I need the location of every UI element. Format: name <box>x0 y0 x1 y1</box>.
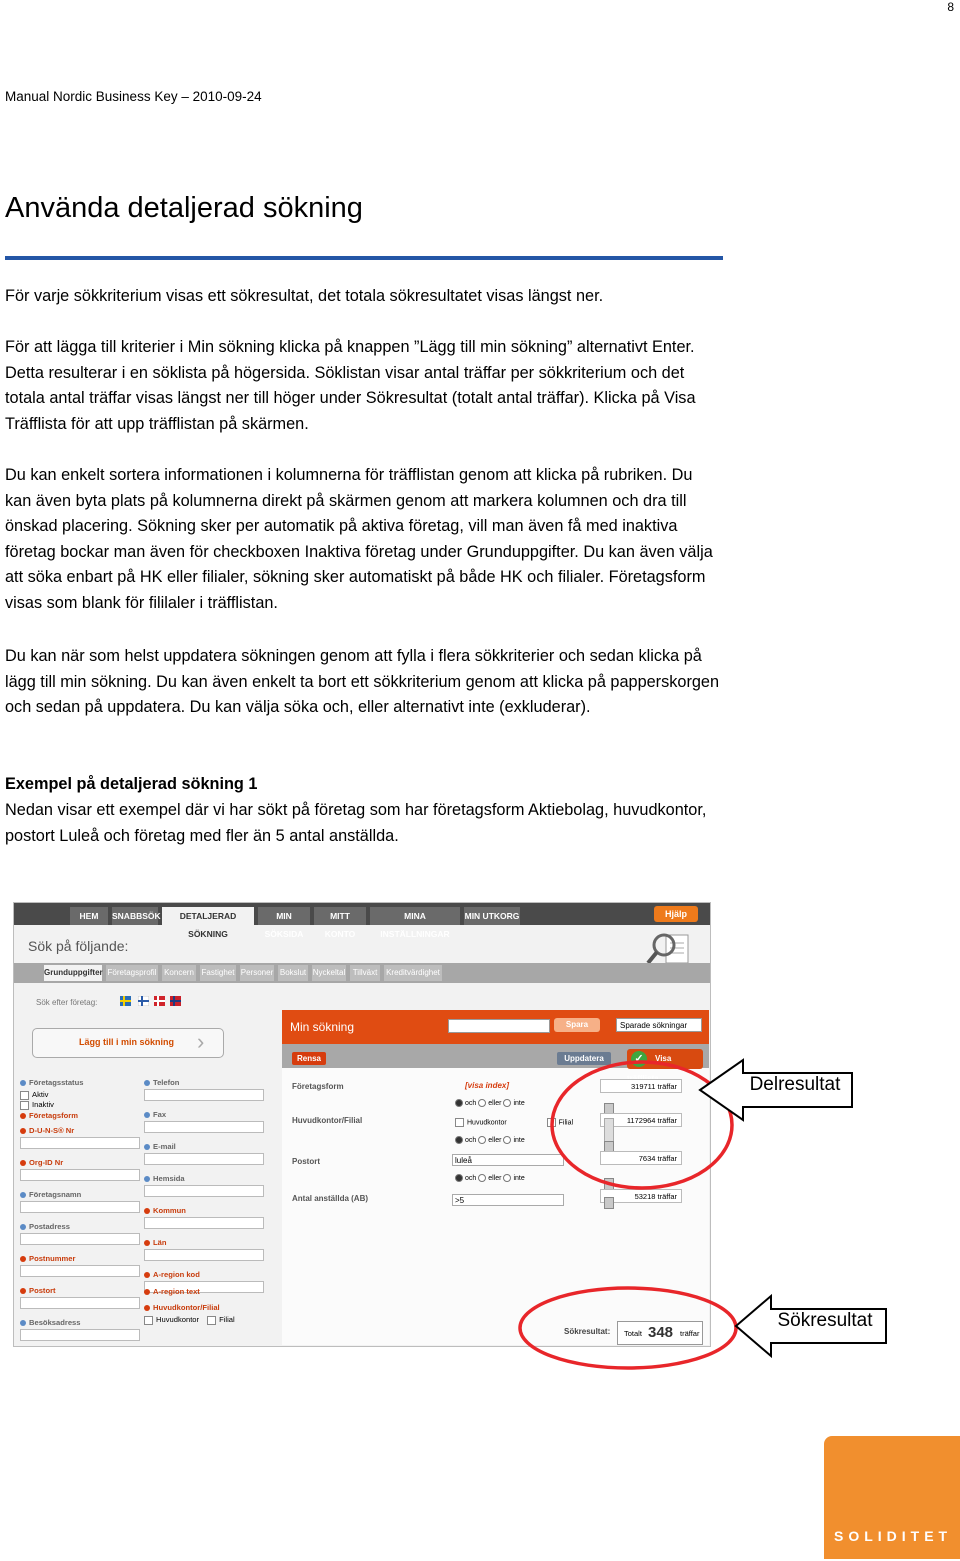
checkbox-huvudkontor[interactable]: Huvudkontor Filial <box>144 1315 235 1325</box>
ctab-foretagsprofil[interactable]: Företagsprofil <box>106 965 158 981</box>
nav-tab-hem[interactable]: HEM <box>70 907 108 925</box>
postort-input[interactable]: luleå <box>452 1154 564 1166</box>
row-label: Postort <box>292 1157 320 1166</box>
search-title: Sök på följande: <box>28 938 129 954</box>
ctab-kreditvardighet[interactable]: Kreditvärdighet <box>384 965 442 981</box>
and-or-not-radios[interactable]: och eller inte <box>455 1099 525 1107</box>
running-header: Manual Nordic Business Key – 2010-09-24 <box>5 89 262 104</box>
criterion-label: A-region kod <box>144 1270 200 1279</box>
criterion-label: Postort <box>20 1286 56 1295</box>
ctab-grunduppgifter[interactable]: Grunduppgifter <box>44 965 102 981</box>
criterion-label: Telefon <box>144 1078 179 1087</box>
criterion-label: A-region text <box>144 1287 200 1296</box>
row-hits: 319711 träffar <box>600 1079 682 1093</box>
checkbox-inaktiv[interactable]: Inaktiv <box>20 1100 54 1110</box>
clear-button[interactable]: Rensa <box>292 1052 326 1065</box>
search-for-label: Sök efter företag: <box>36 998 98 1007</box>
row-hits: 53218 träffar <box>600 1189 682 1203</box>
nav-tab-mitt-konto[interactable]: MITT KONTO <box>314 907 366 925</box>
row-label: Antal anställda (AB) <box>292 1194 369 1203</box>
delresultat-highlight <box>552 1062 732 1188</box>
sokresultat-highlight <box>520 1288 736 1368</box>
ctab-bokslut[interactable]: Bokslut <box>278 965 308 981</box>
criterion-label: E-mail <box>144 1142 176 1151</box>
and-or-not-radios[interactable]: och eller inte <box>455 1174 525 1182</box>
criterion-label: Företagsstatus <box>20 1078 83 1087</box>
total-count: 348 <box>648 1324 674 1341</box>
nav-tab-detaljerad[interactable]: DETALJERAD SÖKNING <box>162 907 254 925</box>
example-title: Exempel på detaljerad sökning 1 <box>5 775 258 793</box>
update-button[interactable]: Uppdatera <box>557 1052 611 1065</box>
total-label: Totalt <box>624 1329 642 1338</box>
criterion-label: Besöksadress <box>20 1318 81 1327</box>
paragraph-1: För varje sökkriterium visas ett sökresultat, det totala sökresultatet visas längst ner. <box>5 287 604 305</box>
row-hits: 1172964 träffar <box>600 1113 682 1127</box>
criterion-label: D-U-N-S® Nr <box>20 1126 74 1135</box>
nav-tab-snabbsok[interactable]: SNABBSÖK <box>112 907 158 925</box>
criterion-label: Kommun <box>144 1206 186 1215</box>
paragraph-4: Du kan när som helst uppdatera sökningen genom att fylla i flera sökkriterier och sedan klicka på lägg till min sökning. Du kan även enkelt ta bort ett sökkriterium genom att klicka på papperskorgen och sedan på uppdatera. Du kan välja söka och, eller alternativt inte (exkluderar). <box>5 647 720 717</box>
row-label: Företagsform <box>292 1082 344 1091</box>
ctab-koncern[interactable]: Koncern <box>162 965 196 981</box>
save-button[interactable]: Spara <box>554 1018 600 1032</box>
logo-text: SOLIDITET <box>834 1528 953 1544</box>
criterion-label: Företagsform <box>20 1111 78 1120</box>
delresultat-callout: Delresultat <box>749 1074 841 1095</box>
show-hitlist-button[interactable]: ✓ Visa <box>627 1049 703 1069</box>
criterion-label: Företagsnamn <box>20 1190 81 1199</box>
paragraph-2: För att lägga till kriterier i Min sökning klicka på knappen ”Lägg till min sökning” alternativt Enter. Detta resulterar i en söklista på högersida. Söklistan visar antal träffar per sökkriterium och det totala antal träffar visas längst ner till höger under Sökresultat (totalt antal träffar). Klicka på Visa Träfflista för att upp träfflistan på skärmen. <box>5 338 696 433</box>
check-icon: ✓ <box>631 1051 647 1067</box>
page-number: 8 <box>947 0 954 14</box>
help-button[interactable]: Hjälp <box>654 906 698 922</box>
criterion-label: Hemsida <box>144 1174 185 1183</box>
criterion-label: Org-ID Nr <box>20 1158 63 1167</box>
criterion-label: Fax <box>144 1110 166 1119</box>
ctab-personer[interactable]: Personer <box>240 965 274 981</box>
show-index-link[interactable]: [visa index] <box>465 1081 510 1090</box>
paragraph-5: Nedan visar ett exempel där vi har sökt på företag som har företagsform Aktiebolag, huvudkontor, postort Luleå och företag med fler än 5 antal anställda. <box>5 801 707 845</box>
criterion-label: Huvudkontor/Filial <box>144 1303 220 1312</box>
hk-filial-checkboxes[interactable]: Huvudkontor Filial <box>455 1118 573 1127</box>
row-hits: 7634 träffar <box>600 1151 682 1165</box>
chevron-right-icon: › <box>197 1029 205 1054</box>
and-or-not-radios[interactable]: och eller inte <box>455 1136 525 1144</box>
nav-tab-min-soksida[interactable]: MIN SÖKSIDA <box>258 907 310 925</box>
ctab-fastighet[interactable]: Fastighet <box>200 965 236 981</box>
search-result-label: Sökresultat: <box>564 1327 611 1336</box>
min-sokning-title: Min sökning <box>290 1020 355 1034</box>
employees-input[interactable]: >5 <box>452 1194 564 1206</box>
paragraph-3: Du kan enkelt sortera informationen i kolumnerna för träfflistan genom att klicka på rubriken. Du kan även byta plats på kolumnerna direkt på skärmen genom att markera kolumnen och dra till önskad placering. Sökning sker per automatik på aktiva företag, vill man även få med inaktiva företag bockar man även för checkboxen Inaktiva företag under Grunduppgifter. Du kan även välja att söka enbart på HK eller filialer, sökning sker automatiskt på både HK och filialer. Företagsform visas som blank för fililaler i träfflistan. <box>5 466 713 612</box>
nav-tab-installningar[interactable]: MINA INSTÄLLNINGAR <box>370 907 460 925</box>
criterion-label: Län <box>144 1238 167 1247</box>
add-to-search-label: Lägg till i min sökning <box>79 1037 175 1047</box>
ctab-nyckeltal[interactable]: Nyckeltal <box>312 965 346 981</box>
row-label: Huvudkontor/Filial <box>292 1116 363 1125</box>
saved-searches-select[interactable]: Sparade sökningar <box>616 1018 702 1032</box>
total-hits-label: träffar <box>680 1329 700 1338</box>
soliditet-logo <box>824 1436 960 1559</box>
ctab-tillvaxt[interactable]: Tillväxt <box>350 965 380 981</box>
criterion-label: Postadress <box>20 1222 70 1231</box>
checkbox-aktiv[interactable]: Aktiv <box>20 1090 48 1100</box>
sokresultat-callout: Sökresultat <box>777 1310 873 1331</box>
criterion-label: Postnummer <box>20 1254 75 1263</box>
nav-tab-utkorg[interactable]: MIN UTKORG <box>464 907 520 925</box>
page-title: Använda detaljerad sökning <box>5 192 363 224</box>
